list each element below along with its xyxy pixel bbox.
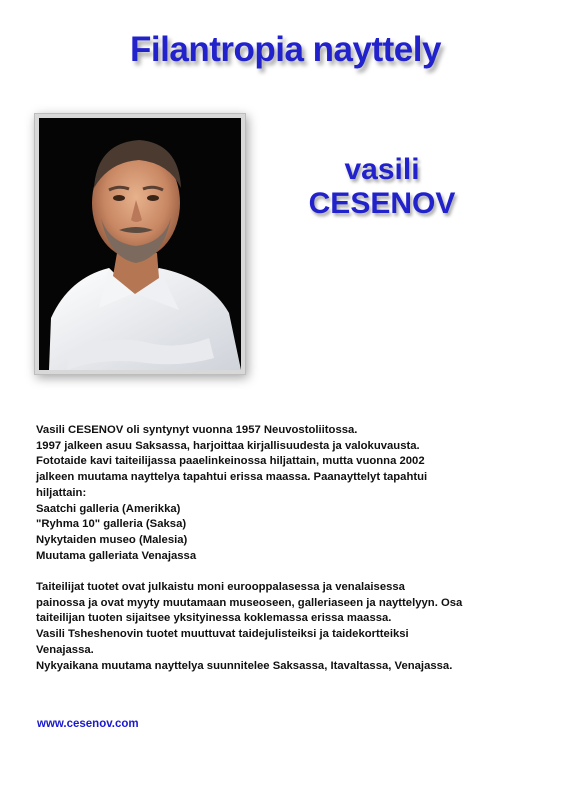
bio-line: Vasili Tsheshenovin tuotet muuttuvat taidejulisteiksi ja taidekortteiksi <box>36 628 409 641</box>
bio-line: 1997 jalkeen asuu Saksassa, harjoittaa kirjallisuudesta ja valokuvausta. <box>36 439 420 452</box>
bio-line: Venajassa. <box>36 643 94 656</box>
artist-name <box>282 153 482 221</box>
bio-exhibition-item: Saatchi galleria (Amerikka) <box>36 502 181 515</box>
bio-line: Fototaide kavi taiteilijassa paaelinkeinossa hiljattain, mutta vuonna 2002 <box>36 455 425 468</box>
bio-line: Taiteilijat tuotet ovat julkaistu moni eurooppalasessa ja venalaisessa <box>36 581 405 594</box>
bio-line: jalkeen muutama nayttelya tapahtui erissa maassa. Paanayttelyt tapahtui <box>36 471 428 484</box>
bio-exhibition-item: Nykytaiden museo (Malesia) <box>36 533 188 546</box>
bio-line: painossa ja ovat myyty muutamaan museoseen, galleriaseen ja nayttelyyn. Osa <box>36 596 463 609</box>
bio-line: hiljattain: <box>36 486 87 499</box>
bio-line: Vasili CESENOV oli syntynyt vuonna 1957 Neuvostoliitossa. <box>36 424 358 436</box>
portrait-frame <box>34 113 246 375</box>
bio-exhibition-item: "Ryhma 10" galleria (Saksa) <box>36 518 187 531</box>
bio-line: Nykyaikana muutama nayttelya suunnitelee Saksassa, Itavaltassa, Venajassa. <box>36 659 453 672</box>
website-link[interactable]: www.cesenov.com <box>37 718 139 730</box>
paragraph-spacer <box>36 564 551 580</box>
page-title: Filantropia nayttely <box>130 30 441 69</box>
portrait-photo <box>39 118 241 370</box>
artist-biography <box>36 423 551 674</box>
artist-first-name: vasili <box>344 153 420 186</box>
artist-last-name: CESENOV <box>308 187 456 220</box>
bio-exhibition-item: Muutama galleriata Venajassa <box>36 549 197 562</box>
bio-line: taiteilijan tuoten sijaitsee yksityinessa koklemassa erissa maassa. <box>36 612 392 625</box>
